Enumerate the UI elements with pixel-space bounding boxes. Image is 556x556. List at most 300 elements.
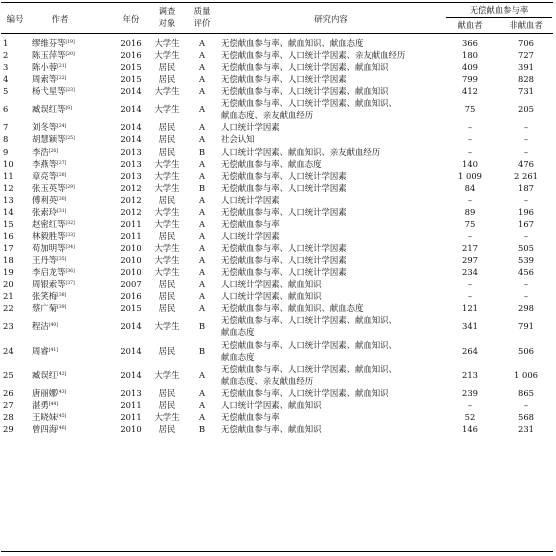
row-nondonor-count: 167 (518, 218, 534, 229)
row-object: 居民 (158, 291, 176, 302)
row-id: 24 (3, 345, 14, 356)
row-author (32, 304, 66, 312)
row-nondonor-count: 568 (518, 411, 534, 422)
row-quality: A (198, 158, 206, 169)
row-object: 大学生 (154, 86, 180, 97)
row-donor-count: 89 (464, 206, 476, 217)
row-author (32, 39, 75, 47)
row-object: 大学生 (154, 50, 180, 61)
row-author (32, 292, 66, 300)
author-name: 臧误红 (32, 369, 58, 380)
row-nondonor-count: 196 (518, 206, 534, 217)
row-quality: B (198, 182, 206, 193)
row-object: 居民 (158, 387, 176, 398)
author-name: 李浩 (32, 146, 49, 157)
row-author (32, 268, 75, 276)
row-content-line: 社会认知 (221, 134, 255, 145)
row-object: 大学生 (154, 182, 180, 193)
row-content-line: 无偿献血参与率、人口统计学因素、献血知识、 (221, 98, 397, 109)
row-year: 2007 (120, 279, 142, 290)
row-author (32, 184, 75, 192)
row-id: 10 (3, 158, 14, 169)
row-donor-count: 180 (462, 50, 478, 61)
row-nondonor-count: 231 (518, 423, 534, 434)
row-content-line: 无偿献血参与率、人口统计学因素 (221, 206, 347, 217)
row-author (32, 208, 66, 216)
row-nondonor-count: 828 (518, 74, 534, 85)
row-donor-count: 409 (462, 62, 478, 73)
author-name: 李启龙等 (32, 267, 66, 278)
row-id: 28 (3, 411, 14, 422)
row-nondonor-count: 2 261 (514, 170, 538, 181)
author-name: 缪维芬等 (32, 38, 66, 48)
row-author (32, 51, 75, 59)
row-id: 5 (3, 86, 9, 97)
row-quality: A (198, 50, 206, 61)
row-id: 2 (3, 50, 9, 61)
row-id: 21 (3, 291, 14, 302)
row-quality: A (198, 267, 206, 278)
row-year: 2014 (120, 86, 142, 97)
row-quality: A (198, 218, 206, 229)
row-nondonor-count: 865 (518, 387, 534, 398)
row-content-line: 献血态度 (221, 351, 255, 362)
row-author (32, 280, 75, 288)
row-nondonor-count: – (523, 134, 529, 145)
row-donor-count: 799 (462, 74, 478, 85)
row-object: 大学生 (154, 369, 180, 380)
author-name: 杨弋星等 (32, 86, 66, 97)
row-author (32, 389, 66, 397)
row-quality: A (198, 104, 206, 115)
row-quality: A (198, 230, 206, 241)
row-quality: A (198, 399, 206, 410)
author-name: 周索等 (32, 74, 58, 85)
row-content-line: 无偿献血参与率、人口统计学因素、献血知识 (221, 62, 389, 73)
row-year: 2016 (120, 38, 142, 48)
row-year: 2011 (120, 399, 142, 410)
row-object: 大学生 (154, 411, 180, 422)
reference-marker: [31] (57, 208, 67, 214)
reference-marker: [22] (57, 76, 67, 82)
row-nondonor-count: – (523, 279, 529, 290)
row-nondonor-count: – (523, 291, 529, 302)
row-content-line: 无偿献血参与率、献血知识、献血态度 (221, 38, 364, 48)
row-year: 2014 (120, 345, 142, 356)
row-quality: A (198, 86, 206, 97)
author-name: 张笑梅 (32, 291, 58, 302)
row-id: 8 (3, 134, 9, 145)
row-id: 20 (3, 279, 14, 290)
reference-marker: [26] (48, 148, 58, 154)
row-donor-count: – (467, 279, 473, 290)
row-id: 27 (3, 399, 14, 410)
row-quality: A (198, 387, 206, 398)
row-content-line: 献血态度、亲友献血经历 (221, 110, 314, 121)
reference-marker: [40] (48, 323, 58, 329)
row-object: 大学生 (154, 38, 180, 48)
header-year: 年份 (122, 14, 140, 24)
row-id: 7 (3, 122, 9, 133)
row-nondonor-count: – (523, 122, 529, 133)
row-nondonor-count: – (523, 146, 529, 157)
row-donor-count: 297 (462, 255, 478, 266)
row-content-line: 无偿献血参与率、人口统计学因素、献血知识、 (221, 339, 397, 350)
row-quality: A (198, 369, 206, 380)
row-nondonor-count: 539 (518, 255, 534, 266)
row-year: 2016 (120, 291, 142, 302)
reference-marker: [27] (57, 160, 67, 166)
row-donor-count: 84 (464, 182, 476, 193)
row-author (32, 87, 75, 95)
row-id: 14 (3, 206, 14, 217)
reference-marker: [19] (65, 40, 75, 45)
row-year: 2013 (120, 158, 142, 169)
row-object: 居民 (158, 423, 176, 434)
author-name: 赵密红等 (32, 218, 66, 229)
row-author (32, 63, 66, 71)
row-content-line: 无偿献血参与率、献血知识、献血态度 (221, 303, 364, 314)
row-year: 2011 (120, 411, 142, 422)
row-year: 2011 (120, 218, 142, 229)
header-participation-group: 无偿献血参与率 (469, 5, 529, 15)
row-object: 居民 (158, 74, 176, 85)
row-object: 居民 (158, 279, 176, 290)
row-id: 12 (3, 182, 14, 193)
row-object: 大学生 (154, 170, 180, 181)
row-quality: A (198, 122, 206, 133)
row-id: 17 (3, 243, 14, 254)
reference-marker: [39] (57, 305, 67, 311)
row-year: 2011 (120, 230, 142, 241)
row-donor-count: 366 (462, 38, 478, 48)
row-object: 大学生 (154, 206, 180, 217)
row-year: 2014 (120, 321, 142, 332)
row-content-line: 无偿献血参与率、献血知识 (221, 423, 322, 434)
author-name: 周睿 (32, 345, 49, 356)
row-id: 26 (3, 387, 14, 398)
row-year: 2012 (120, 194, 142, 205)
row-year: 2014 (120, 122, 142, 133)
row-nondonor-count: 706 (518, 38, 534, 48)
row-quality: A (198, 411, 206, 422)
row-year: 2013 (120, 170, 142, 181)
row-content-line: 人口统计学因素、献血知识 (221, 279, 322, 290)
row-content-line: 献血态度 (221, 327, 255, 338)
row-id: 6 (3, 104, 9, 115)
row-donor-count: 52 (464, 411, 476, 422)
row-content-line: 无偿献血参与率、人口统计学因素、亲友献血经历 (221, 50, 406, 61)
row-donor-count: 217 (462, 243, 478, 254)
row-quality: A (198, 170, 206, 181)
row-nondonor-count: – (523, 194, 529, 205)
row-quality: B (198, 423, 206, 434)
reference-marker: [28] (57, 172, 67, 178)
row-object: 居民 (158, 194, 176, 205)
row-donor-count: – (467, 134, 473, 145)
row-donor-count: 234 (462, 267, 478, 278)
row-author (32, 347, 58, 355)
row-content-line: 无偿献血参与率、人口统计学因素、献血知识 (221, 387, 389, 398)
row-year: 2010 (120, 267, 142, 278)
row-content-line: 无偿献血参与率、人口统计学因素、献血知识、 (221, 363, 397, 374)
row-object: 居民 (158, 62, 176, 73)
row-quality: A (198, 194, 206, 205)
row-year: 2010 (120, 255, 142, 266)
header-object-line2: 对象 (158, 18, 176, 28)
row-object: 居民 (158, 345, 176, 356)
row-year: 2010 (120, 243, 142, 254)
author-name: 李燕等 (32, 158, 58, 169)
row-id: 9 (3, 146, 9, 157)
row-object: 大学生 (154, 104, 180, 115)
row-id: 1 (3, 38, 9, 48)
row-object: 居民 (158, 122, 176, 133)
header-object-line1: 调查 (158, 6, 176, 16)
row-content-line: 无偿献血参与率 (221, 218, 280, 229)
row-nondonor-count: 505 (518, 243, 534, 254)
row-content-line: 人口统计学因素、献血知识 (221, 291, 322, 302)
row-nondonor-count: 205 (518, 104, 534, 115)
row-nondonor-count: 731 (518, 86, 534, 97)
reference-marker: [30] (57, 196, 67, 202)
row-author (32, 256, 66, 264)
row-year: 2010 (120, 423, 142, 434)
reference-marker: [36] (65, 269, 75, 275)
row-donor-count: – (467, 230, 473, 241)
row-id: 13 (3, 194, 14, 205)
author-name: 蔡广菊 (32, 303, 58, 314)
reference-marker: [43] (57, 389, 67, 395)
reference-marker: [42] (57, 371, 67, 377)
header-id: 编号 (6, 14, 24, 24)
row-nondonor-count: 727 (518, 50, 534, 61)
row-donor-count: – (467, 291, 473, 302)
reference-marker: [20] (65, 52, 75, 58)
row-id: 3 (3, 62, 9, 73)
reference-marker: [32] (65, 220, 75, 226)
row-content-line: 无偿献血参与率、献血态度 (221, 158, 322, 169)
row-donor-count: 140 (462, 158, 478, 169)
row-content-line: 无偿献血参与率、人口统计学因素、献血知识 (221, 86, 389, 97)
row-id: 4 (3, 74, 9, 85)
author-name: 臧误红等 (32, 104, 66, 115)
row-object: 居民 (158, 230, 176, 241)
author-name: 王丹等 (32, 255, 58, 266)
reference-marker: [41] (48, 347, 58, 353)
row-author (32, 244, 75, 252)
author-name: 章亮等 (32, 170, 58, 181)
author-name: 傅利英 (32, 194, 58, 205)
row-donor-count: 121 (462, 303, 478, 314)
row-author (32, 232, 75, 240)
author-name: 张索玲 (32, 206, 58, 217)
row-donor-count: 75 (464, 218, 476, 229)
reference-marker: [21] (57, 64, 67, 70)
row-author (32, 413, 66, 421)
row-quality: A (198, 243, 206, 254)
row-id: 15 (3, 218, 14, 229)
author-name: 张玉英等 (32, 182, 66, 193)
row-content-line: 人口统计学因素 (221, 194, 280, 205)
author-name: 林毅胜等 (32, 230, 66, 241)
header-rule (1, 33, 553, 34)
reference-marker: [38] (57, 293, 67, 299)
reference-marker: [25] (65, 136, 75, 142)
row-year: 2012 (120, 182, 142, 193)
row-id: 22 (3, 303, 14, 314)
bottom-rule (1, 551, 553, 552)
row-content-line: 人口统计学因素、献血知识、亲友献血经历 (221, 146, 381, 157)
row-id: 18 (3, 255, 14, 266)
row-quality: A (198, 279, 206, 290)
row-author (32, 105, 72, 113)
row-id: 25 (3, 369, 14, 380)
group-rule (446, 17, 552, 18)
row-donor-count: 341 (462, 321, 478, 332)
row-donor-count: 264 (462, 345, 478, 356)
row-author (32, 75, 66, 83)
row-year: 2015 (120, 74, 142, 85)
row-content-line: 无偿献血参与率、人口统计学因素 (221, 74, 347, 85)
row-quality: A (198, 303, 206, 314)
row-author (32, 160, 66, 168)
row-object: 大学生 (154, 243, 180, 254)
reference-marker: [6] (65, 106, 72, 112)
row-content-line: 人口统计学因素 (221, 122, 280, 133)
header-quality-line2: 评价 (193, 18, 211, 28)
row-object: 居民 (158, 399, 176, 410)
author-name: 周银索等 (32, 279, 66, 290)
row-donor-count: 412 (462, 86, 478, 97)
row-nondonor-count: 506 (518, 345, 534, 356)
row-year: 2016 (120, 50, 142, 61)
row-author (32, 123, 66, 131)
row-object: 大学生 (154, 267, 180, 278)
reference-marker: [44] (48, 401, 58, 407)
row-content-line: 无偿献血参与率、人口统计学因素、献血知识、 (221, 315, 397, 326)
author-name: 曾四海 (32, 423, 58, 434)
row-content-line: 献血态度、亲友献血经历 (221, 375, 314, 386)
row-id: 11 (3, 170, 14, 181)
row-author (32, 196, 66, 204)
row-content-line: 无偿献血参与率、人口统计学因素 (221, 170, 347, 181)
row-quality: A (198, 74, 206, 85)
reference-marker: [35] (57, 257, 67, 263)
row-author (32, 322, 58, 330)
reference-marker: [24] (57, 124, 67, 130)
row-object: 大学生 (154, 218, 180, 229)
row-author (32, 425, 66, 433)
header-nondonor: 非献血者 (509, 20, 543, 30)
row-content-line: 无偿献血参与率、人口统计学因素 (221, 182, 347, 193)
row-quality: A (198, 291, 206, 302)
row-year: 2014 (120, 134, 142, 145)
row-author (32, 401, 58, 409)
row-object: 大学生 (154, 321, 180, 332)
row-object: 居民 (158, 146, 176, 157)
row-author (32, 371, 66, 379)
reference-marker: [33] (65, 232, 75, 238)
row-object: 居民 (158, 303, 176, 314)
row-donor-count: 75 (464, 104, 476, 115)
author-name: 刘冬等 (32, 122, 58, 133)
row-id: 19 (3, 267, 14, 278)
row-donor-count: 239 (462, 387, 478, 398)
row-content-line: 无偿献血参与率、人口统计学因素 (221, 255, 347, 266)
row-author (32, 172, 66, 180)
row-nondonor-count: 391 (518, 62, 534, 73)
row-quality: B (198, 146, 206, 157)
header-donor: 献血者 (457, 20, 483, 30)
row-nondonor-count: – (523, 230, 529, 241)
author-name: 湛勇 (32, 399, 49, 410)
row-year: 2013 (120, 146, 142, 157)
row-nondonor-count: 1 006 (514, 369, 538, 380)
row-content-line: 无偿献血参与率 (221, 411, 280, 422)
row-content-line: 无偿献血参与率、人口统计学因素 (221, 267, 347, 278)
author-name: 程洁 (32, 321, 49, 332)
author-name: 唐丽娜 (32, 387, 58, 398)
row-year: 2014 (120, 369, 142, 380)
row-donor-count: – (467, 146, 473, 157)
row-year: 2014 (120, 104, 142, 115)
row-year: 2015 (120, 62, 142, 73)
row-object: 大学生 (154, 255, 180, 266)
header-content: 研究内容 (314, 14, 348, 24)
row-donor-count: 146 (462, 423, 478, 434)
row-object: 居民 (158, 134, 176, 145)
header-author: 作者 (51, 14, 69, 24)
row-nondonor-count: – (523, 399, 529, 410)
row-year: 2012 (120, 206, 142, 217)
row-donor-count: 1 009 (458, 170, 482, 181)
row-donor-count: 213 (462, 369, 478, 380)
row-year: 2013 (120, 387, 142, 398)
reference-marker: [45] (57, 413, 67, 419)
row-nondonor-count: 476 (518, 158, 534, 169)
row-donor-count: – (467, 399, 473, 410)
row-donor-count: – (467, 194, 473, 205)
row-nondonor-count: 791 (518, 321, 534, 332)
row-quality: A (198, 134, 206, 145)
author-name: 苟加明等 (32, 243, 66, 254)
row-nondonor-count: 187 (518, 182, 534, 193)
header-quality-line1: 质量 (193, 6, 211, 16)
row-quality: A (198, 38, 206, 48)
row-quality: A (198, 255, 206, 266)
row-nondonor-count: 456 (518, 267, 534, 278)
row-author (32, 135, 75, 143)
reference-marker: [46] (57, 425, 67, 431)
row-year: 2015 (120, 303, 142, 314)
author-name: 陈小蓉 (32, 62, 58, 73)
author-name: 陈玉萍等 (32, 50, 66, 61)
row-author (32, 220, 75, 228)
reference-marker: [29] (65, 184, 75, 190)
author-name: 胡慧颖等 (32, 134, 66, 145)
row-nondonor-count: 298 (518, 303, 534, 314)
row-quality: B (198, 321, 206, 332)
row-id: 23 (3, 321, 14, 332)
row-content-line: 无偿献血参与率、人口统计学因素 (221, 243, 347, 254)
row-id: 29 (3, 423, 14, 434)
row-donor-count: – (467, 122, 473, 133)
row-quality: B (198, 345, 206, 356)
reference-marker: [23] (65, 88, 75, 94)
reference-marker: [34] (65, 245, 75, 251)
author-name: 王晓妹 (32, 411, 58, 422)
